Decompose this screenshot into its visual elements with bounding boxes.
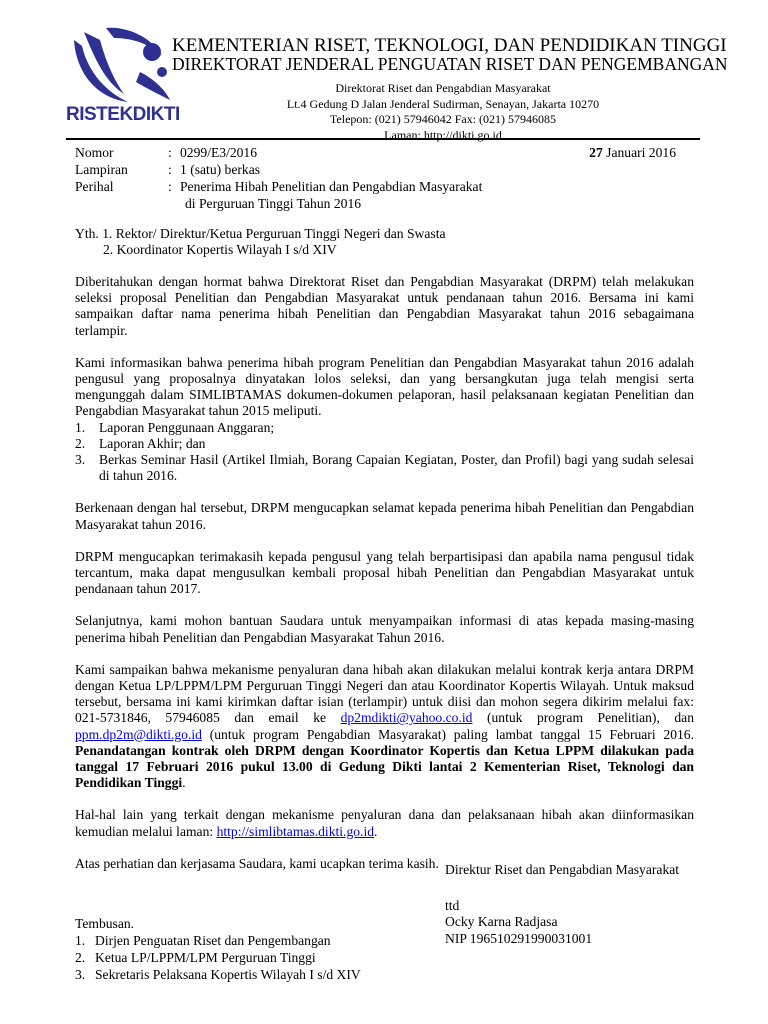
cc-item bbox=[75, 949, 395, 966]
lampiran-row bbox=[75, 161, 700, 178]
signature-ttd: ttd bbox=[445, 898, 460, 914]
address: Lt.4 Gedung D Jalan Jenderal Sudirman, Senayan, Jakarta 10270 bbox=[286, 96, 600, 111]
nomor-row bbox=[75, 144, 700, 161]
date-day: 27 bbox=[589, 145, 603, 160]
colon: : bbox=[168, 162, 172, 177]
directorate-general-name: DIREKTORAT JENDERAL PENGUATAN RISET DAN PENGEMBANGAN bbox=[172, 54, 728, 74]
report-list bbox=[75, 420, 694, 485]
colon: : bbox=[168, 145, 172, 160]
nomor-value: 0299/E3/2016 bbox=[180, 145, 258, 160]
paragraph-1: Diberitahukan dengan hormat bahwa Direktorat Riset dan Pengabdian Masyarakat (DRPM) telah melakukan seleksi proposal Penelitian dan Pengabdian Masyarakat untuk pendanaan tahun 2016. Bersama ini kami sampaikan daftar nama penerima hibah Penelitian dan Pengabdian Masyarakat tahun 2016 sebagaimana terlampir. bbox=[75, 274, 694, 338]
directorate-name: Direktorat Riset dan Pengabdian Masyarakat bbox=[335, 81, 551, 95]
letter-body bbox=[75, 274, 694, 888]
paragraph-7-text: . bbox=[374, 823, 378, 839]
simlibtamas-link[interactable]: http://simlibtamas.dikti.go.id bbox=[216, 823, 375, 839]
paragraph-7-text: Hal-hal lain yang terkait dengan mekanisme penyaluran dana dan pelaksanaan hibah akan diinformasikan kemudian melalui laman: bbox=[75, 807, 694, 839]
cc-block bbox=[75, 915, 395, 983]
signatory-nip: NIP 196510291990031001 bbox=[445, 930, 593, 946]
list-number: 3. bbox=[75, 452, 86, 468]
paragraph-3: Berkenaan dengan hal tersebut, DRPM mengucapkan selamat kepada penerima hibah Penelitian dan Pengabdian Masyarakat tahun 2016. bbox=[75, 500, 694, 532]
paragraph-5: Selanjutnya, kami mohon bantuan Saudara untuk menyampaikan informasi di atas kepada masing-masing penerima hibah Penelitian dan Pengabdian Masyarakat Tahun 2016. bbox=[75, 613, 694, 645]
list-number: 2. bbox=[75, 435, 86, 451]
date-month-year: Januari 2016 bbox=[602, 145, 676, 160]
logo-wordmark: RISTEKDIKTI bbox=[66, 104, 180, 125]
cc-item bbox=[75, 932, 395, 949]
ministry-name: KEMENTERIAN RISET, TEKNOLOGI, DAN PENDIDIKAN TINGGI bbox=[172, 35, 727, 56]
cc-heading: Tembusan. bbox=[75, 916, 135, 931]
paragraph-6-text: (untuk program Pengabdian Masyarakat) paling lambat tanggal 15 Februari 2016. bbox=[201, 726, 694, 742]
list-text: Berkas Seminar Hasil (Artikel Ilmiah, Borang Capaian Kegiatan, Poster, dan Profil) bagi yang sudah selesai di tahun 2016. bbox=[99, 452, 694, 484]
list-text: Ketua LP/LPPM/LPM Perguruan Tinggi bbox=[95, 950, 316, 965]
paragraph-2: Kami informasikan bahwa penerima hibah program Penelitian dan Pengabdian Masyarakat tahun 2016 adalah pengusul yang proposalnya dinyatakan lolos seleksi, dan yang bersangkutan juga telah mengisi serta mengunggah dalam SIMLIBTAMAS dokumen-dokumen pelaporan, hasil pelaksanaan kegiatan Penelitian dan Pengabdian Masyarakat tahun 2015 meliputi. bbox=[75, 354, 694, 419]
cc-list bbox=[75, 932, 395, 983]
signature-block bbox=[445, 862, 705, 947]
perihal-row bbox=[75, 178, 700, 195]
list-number: 3. bbox=[75, 967, 86, 982]
perihal-label: Perihal bbox=[75, 179, 114, 194]
phone-fax: Telepon: (021) 57946042 Fax: (021) 57946085 bbox=[329, 112, 557, 126]
list-item bbox=[75, 436, 694, 452]
list-number: 2. bbox=[75, 950, 86, 965]
letter-date bbox=[589, 144, 676, 161]
list-text: Laporan Penggunaan Anggaran; bbox=[99, 419, 275, 435]
cc-item bbox=[75, 966, 395, 983]
perihal-line1: Penerima Hibah Penelitian dan Pengabdian Masyarakat bbox=[180, 179, 483, 194]
list-item bbox=[75, 420, 694, 436]
website: Laman: http://dikti.go.id bbox=[384, 127, 502, 142]
signatory-title: Direktur Riset dan Pengabdian Masyarakat bbox=[445, 862, 680, 877]
lampiran-label: Lampiran bbox=[75, 162, 128, 177]
paragraph-6-text: . bbox=[182, 775, 186, 791]
list-text: Sekretaris Pelaksana Kopertis Wilayah I s/d XIV bbox=[95, 967, 361, 982]
list-text: Dirjen Penguatan Riset dan Pengembangan bbox=[95, 933, 331, 948]
nomor-label: Nomor bbox=[75, 145, 114, 160]
addressee-line1: Yth. 1. Rektor/ Direktur/Ketua Perguruan Tinggi Negeri dan Swasta bbox=[75, 226, 446, 241]
email-link-pengabdian[interactable]: ppm.dp2m@dikti.go.id bbox=[75, 726, 202, 742]
closing-paragraph: Atas perhatian dan kerjasama Saudara, kami ucapkan terima kasih. bbox=[75, 855, 439, 871]
paragraph-6-text: Kami sampaikan bahwa mekanisme penyaluran dana hibah akan dilakukan melalui kontrak kerja antara DRPM dengan Ketua LP/LPPM/LPM Perguruan Tinggi Negeri dan atau Koordinator Kopertis Wilayah. Untuk maksud tersebut, bersama ini kami kirimkan daftar isian (terlampir) untuk diisi dan mohon segera dikirim melalui fax: 021-5731846, 57946085 dan email ke bbox=[75, 661, 694, 726]
paragraph-6-text: (untuk program Penelitian), dan bbox=[472, 710, 694, 726]
signatory-name: Ocky Karna Radjasa bbox=[445, 914, 558, 930]
list-text: Laporan Akhir; dan bbox=[99, 435, 206, 451]
list-item bbox=[75, 452, 694, 484]
addressee bbox=[75, 226, 694, 258]
paragraph-4: DRPM mengucapkan terimakasih kepada pengusul yang telah berpartisipasi dan apabila nama pengusul tidak tercantum, maka dapat mengusulkan kembali proposal hibah Penelitian dan Pengabdian Masyarakat untuk pendanaan tahun 2017. bbox=[75, 548, 694, 597]
paragraph-7 bbox=[75, 807, 694, 839]
list-number: 1. bbox=[75, 419, 86, 435]
paragraph-6 bbox=[75, 662, 694, 792]
colon: : bbox=[168, 179, 172, 194]
addressee-line2: 2. Koordinator Kopertis Wilayah I s/d XIV bbox=[103, 242, 337, 258]
lampiran-value: 1 (satu) berkas bbox=[180, 162, 261, 177]
perihal-line2: di Perguruan Tinggi Tahun 2016 bbox=[185, 196, 362, 211]
list-number: 1. bbox=[75, 933, 86, 948]
contract-signing-notice: Penandatangan kontrak oleh DRPM dengan Koordinator Kopertis dan Ketua LPPM dilakukan pada tanggal 17 Februari 2016 pukul 13.00 di Gedung Dikti lantai 2 Kementerian Riset, Teknologi dan Pendidikan Tinggi bbox=[75, 742, 694, 791]
reference-block bbox=[75, 144, 700, 212]
email-link-penelitian[interactable]: dp2mdikti@yahoo.co.id bbox=[340, 710, 473, 726]
perihal-row-2 bbox=[75, 195, 700, 212]
letterhead-divider bbox=[66, 138, 700, 140]
letterhead bbox=[172, 35, 728, 143]
